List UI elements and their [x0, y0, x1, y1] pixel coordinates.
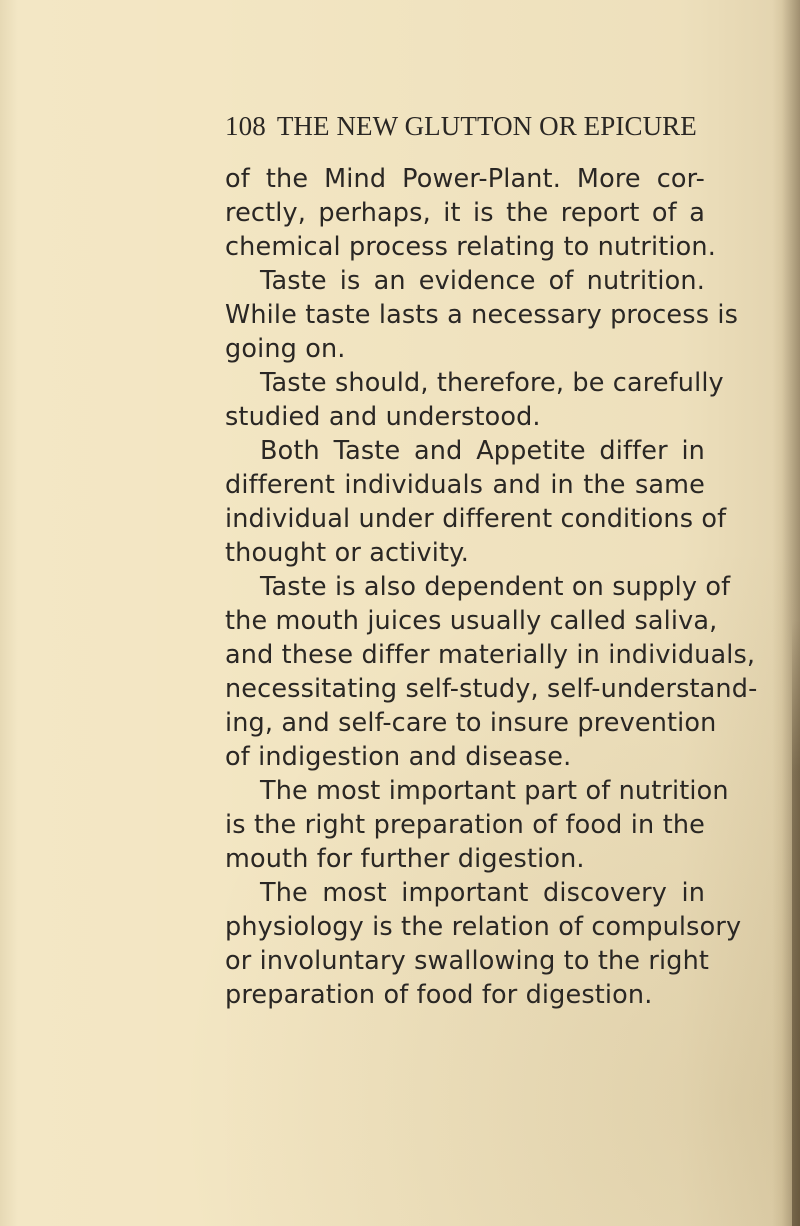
text-line: of indigestion and disease. — [225, 742, 572, 772]
text-line: the mouth juices usually called saliva, — [225, 606, 718, 636]
text-line: While taste lasts a necessary process is — [225, 300, 739, 330]
text-line: physiology is the relation of compulsory — [225, 912, 742, 942]
text-line: rectly, perhaps, it is the report of a — [225, 198, 705, 228]
text-line: Taste should, therefore, be carefully — [260, 368, 724, 398]
text-line: of the Mind Power-Plant. More cor- — [225, 164, 705, 194]
text-line: going on. — [225, 334, 346, 364]
text-line: Taste is also dependent on supply of — [260, 572, 731, 602]
text-line: mouth for further digestion. — [225, 844, 585, 874]
text-line: Both Taste and Appetite differ in — [260, 436, 705, 466]
text-line: is the right preparation of food in the — [225, 810, 705, 840]
text-line: The most important part of nutrition — [260, 776, 729, 806]
page-header — [225, 111, 705, 151]
text-line: thought or activity. — [225, 538, 470, 568]
text-line: different individuals and in the same — [225, 470, 705, 500]
text-line: The most important discovery in — [260, 878, 705, 908]
left-page-shadow — [0, 0, 18, 1226]
text-line: or involuntary swallowing to the right — [225, 946, 710, 976]
page-number: 108 — [225, 111, 266, 141]
right-page-edge — [772, 0, 800, 1226]
text-line: chemical process relating to nutrition. — [225, 232, 716, 262]
text-line: ing, and self-care to insure prevention — [225, 708, 717, 738]
running-title: THE NEW GLUTTON OR EPICURE — [276, 111, 697, 141]
text-line: preparation of food for digestion. — [225, 980, 653, 1010]
text-line: necessitating self-study, self-understand- — [225, 674, 758, 704]
text-line: Taste is an evidence of nutrition. — [260, 266, 705, 296]
text-line: studied and understood. — [225, 402, 541, 432]
text-line: and these differ materially in individuals, — [225, 640, 756, 670]
text-line: individual under different conditions of — [225, 504, 727, 534]
